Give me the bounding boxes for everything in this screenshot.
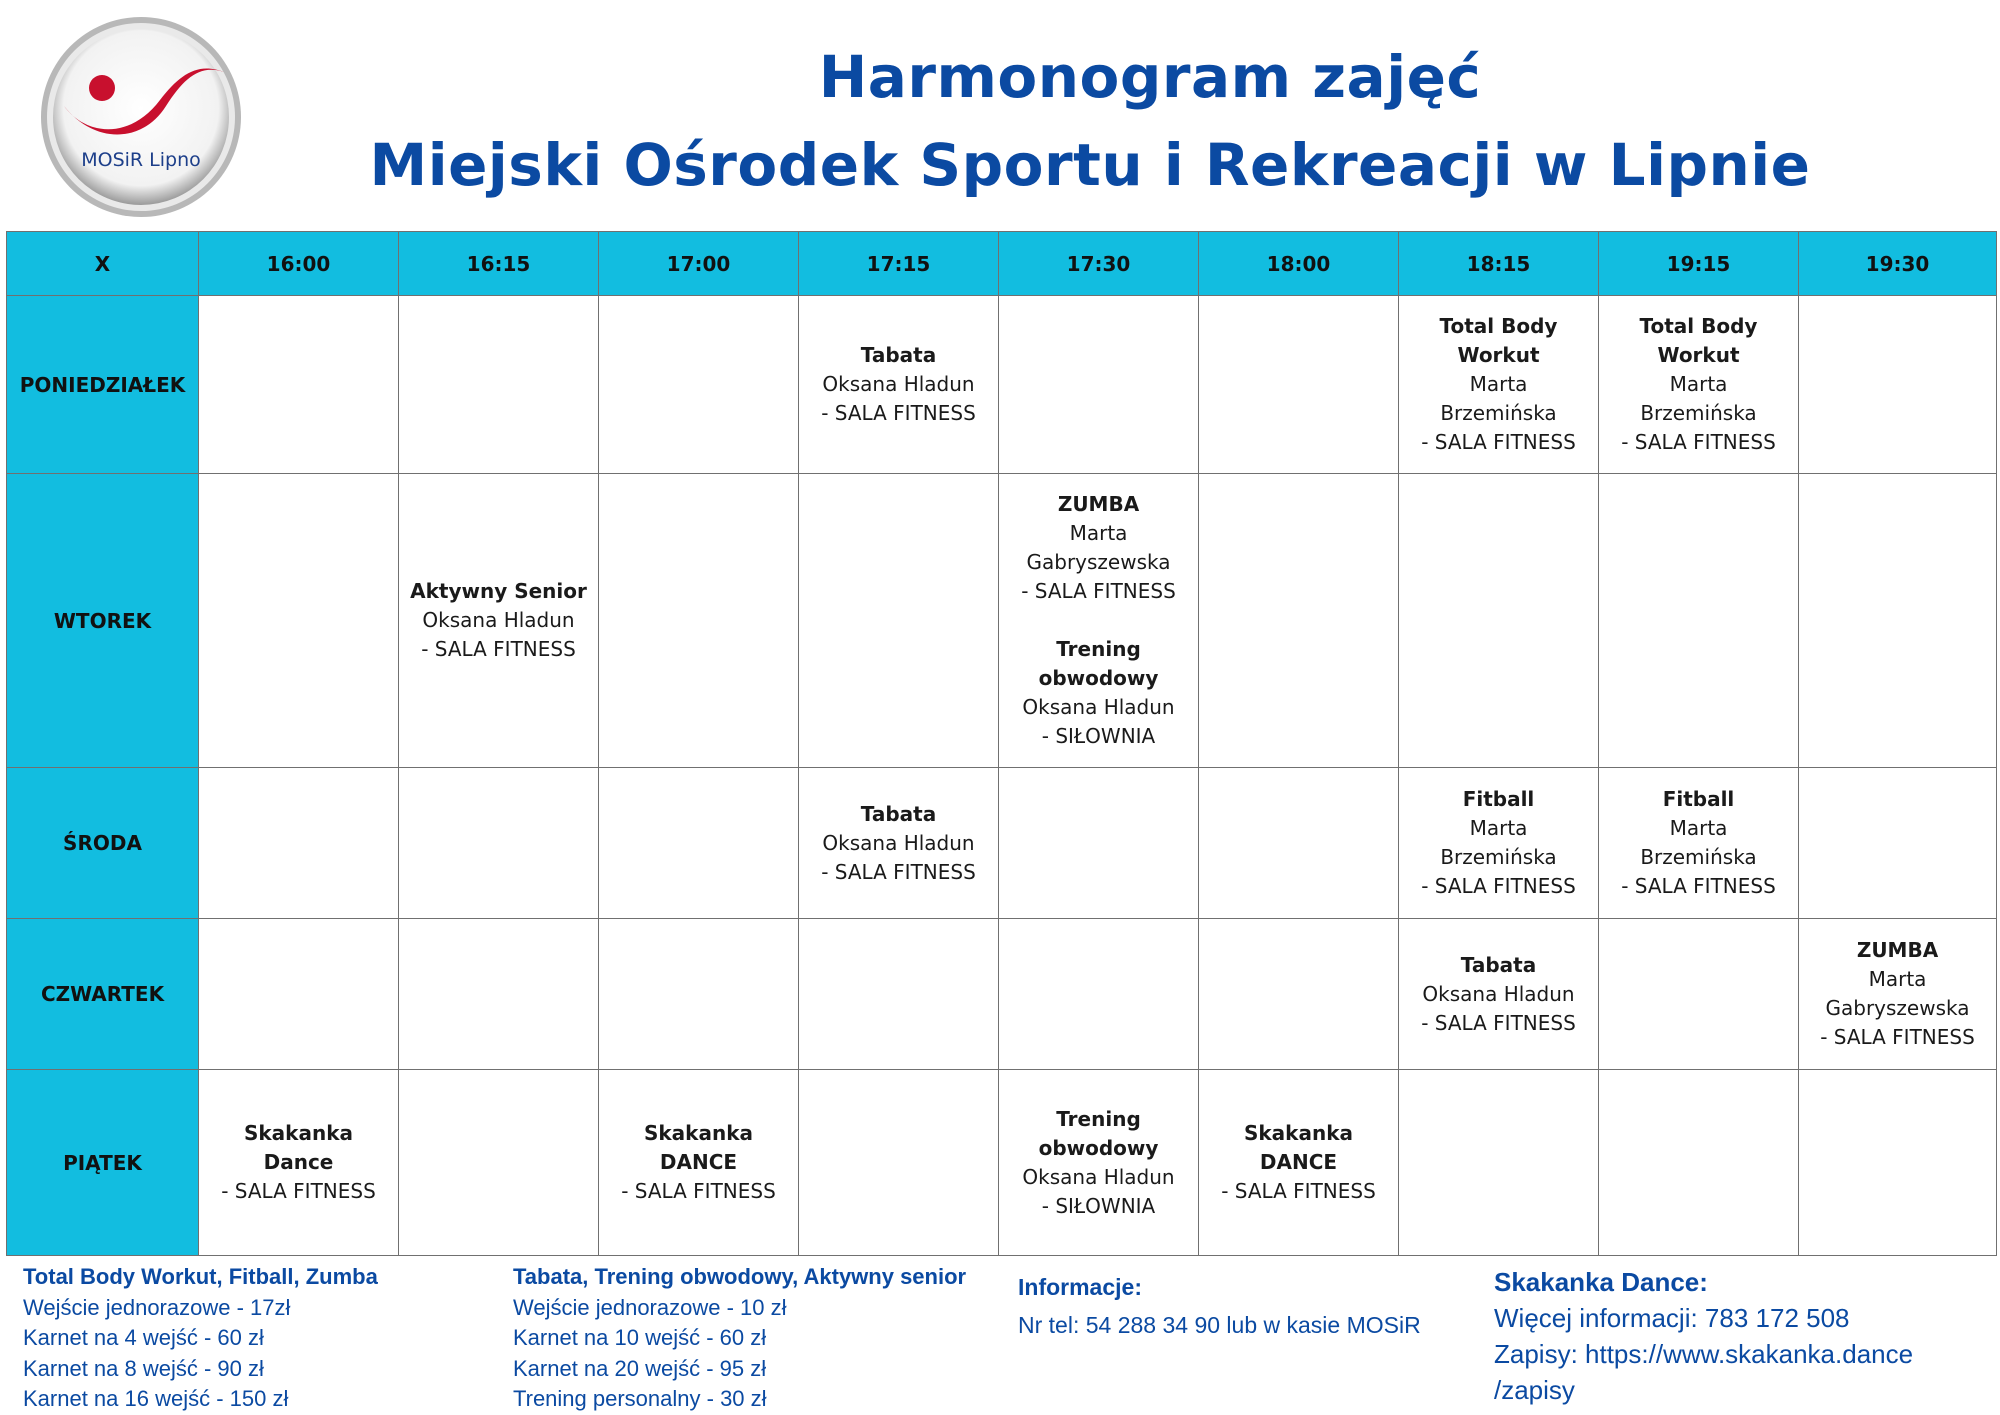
empty-cell <box>1199 474 1399 768</box>
class-name: Fitball <box>1462 787 1535 811</box>
empty-cell <box>599 474 799 768</box>
class-name: Workut <box>1457 343 1540 367</box>
mosir-logo <box>38 14 244 220</box>
schedule-row <box>7 296 1997 474</box>
class-cell <box>199 1070 399 1256</box>
class-name: ZUMBA <box>1057 492 1140 516</box>
time-header: 17:15 <box>799 232 999 296</box>
class-name: DANCE <box>659 1150 738 1174</box>
class-name: ZUMBA <box>1856 938 1939 962</box>
day-label: CZWARTEK <box>7 919 199 1070</box>
class-name: Total Body <box>1639 314 1758 338</box>
skakanka-signup-link[interactable]: Zapisy: https://www.skakanka.dance <box>1494 1339 1914 1369</box>
logo-emblem-icon <box>38 14 244 220</box>
empty-cell <box>999 919 1199 1070</box>
skakanka-heading: Skakanka Dance: <box>1494 1267 1708 1297</box>
empty-cell <box>1399 1070 1599 1256</box>
empty-cell <box>1199 919 1399 1070</box>
class-cell <box>1799 919 1997 1070</box>
contact-heading: Informacje: <box>1018 1274 1142 1300</box>
class-name: Dance <box>263 1150 334 1174</box>
schedule-body <box>7 296 1997 1256</box>
class-detail: - SALA FITNESS <box>1621 874 1776 898</box>
class-detail: - SIŁOWNIA <box>1041 1193 1156 1218</box>
pricing-group-1 <box>23 1262 378 1415</box>
class-name: DANCE <box>1259 1150 1338 1174</box>
class-name: Fitball <box>1662 787 1735 811</box>
title-line-schedule: Harmonogram zajęć <box>818 43 1482 111</box>
class-name: obwodowy <box>1038 666 1159 690</box>
empty-cell <box>1799 768 1997 919</box>
class-detail: - SIŁOWNIA <box>1041 724 1156 748</box>
day-label: WTOREK <box>7 474 199 768</box>
empty-cell <box>1799 1070 1997 1256</box>
class-detail: Marta <box>1069 521 1128 545</box>
empty-cell <box>799 474 999 768</box>
class-detail: - SALA FITNESS <box>821 859 976 884</box>
class-cell <box>1199 1070 1399 1256</box>
class-detail: Brzemińska <box>1640 845 1757 869</box>
class-cell <box>399 474 599 768</box>
class-detail: - SALA FITNESS <box>821 401 976 425</box>
class-name: Trening <box>1056 1106 1141 1131</box>
class-name: Tabata <box>860 343 937 367</box>
pricing-line: Wejście jednorazowe - 17zł <box>23 1294 291 1320</box>
empty-cell <box>1199 296 1399 474</box>
empty-cell <box>1599 474 1799 768</box>
class-name: Workut <box>1657 343 1740 367</box>
empty-cell <box>199 768 399 919</box>
empty-cell <box>1199 768 1399 919</box>
class-detail: Brzemińska <box>1440 401 1557 425</box>
class-detail: - SALA FITNESS <box>1820 1025 1975 1049</box>
contact-phone: Nr tel: 54 288 34 90 lub w kasie MOSiR <box>1018 1312 1421 1338</box>
cell-spacer <box>1003 606 1194 635</box>
class-name: Tabata <box>860 801 937 826</box>
class-detail: Oksana Hladun <box>822 372 975 396</box>
pricing-heading: Tabata, Trening obwodowy, Aktywny senior <box>513 1264 967 1289</box>
class-detail: Gabryszewska <box>1825 996 1970 1020</box>
schedule-row <box>7 919 1997 1070</box>
class-detail: - SALA FITNESS <box>421 637 576 661</box>
class-cell <box>799 768 999 919</box>
skakanka-info <box>1494 1264 1913 1408</box>
class-name: Total Body <box>1439 314 1558 338</box>
time-header: 17:00 <box>599 232 799 296</box>
class-cell <box>1599 768 1799 919</box>
class-cell <box>599 1070 799 1256</box>
class-detail: Brzemińska <box>1440 845 1557 869</box>
class-detail: Oksana Hladun <box>1022 1164 1175 1189</box>
class-detail: Oksana Hladun <box>1422 981 1575 1006</box>
class-detail: - SALA FITNESS <box>221 1179 376 1203</box>
class-detail: Marta <box>1469 816 1528 840</box>
svg-text:MOSiR Lipno: MOSiR Lipno <box>81 149 201 171</box>
schedule-table <box>6 231 1997 1256</box>
class-detail: Marta <box>1669 816 1728 840</box>
class-name: Trening <box>1056 637 1141 661</box>
time-header: 17:30 <box>999 232 1199 296</box>
schedule-row <box>7 474 1997 768</box>
empty-cell <box>199 296 399 474</box>
corner-cell: X <box>7 232 199 296</box>
empty-cell <box>999 768 1199 919</box>
schedule-row <box>7 768 1997 919</box>
empty-cell <box>1799 296 1997 474</box>
empty-cell <box>399 296 599 474</box>
empty-cell <box>799 1070 999 1256</box>
skakanka-signup-link-cont[interactable]: /zapisy <box>1494 1375 1575 1405</box>
class-detail: Gabryszewska <box>1026 550 1171 574</box>
class-cell <box>1399 919 1599 1070</box>
class-cell <box>1399 296 1599 474</box>
time-header-row <box>7 232 1997 296</box>
empty-cell <box>399 768 599 919</box>
pricing-line: Karnet na 4 wejść - 60 zł <box>23 1325 264 1350</box>
schedule-row <box>7 1070 1997 1256</box>
class-detail: - SALA FITNESS <box>1421 1010 1576 1035</box>
title-line-institution: Miejski Ośrodek Sportu i Rekreacji w Lipnie <box>369 131 1811 199</box>
class-name: Skakanka <box>643 1121 754 1145</box>
class-detail: - SALA FITNESS <box>1021 579 1176 603</box>
empty-cell <box>599 919 799 1070</box>
class-detail: Brzemińska <box>1640 401 1757 425</box>
day-label: ŚRODA <box>7 768 199 919</box>
empty-cell <box>1799 474 1997 768</box>
time-header: 16:00 <box>199 232 399 296</box>
schedule-header <box>7 232 1997 296</box>
class-name: Skakanka <box>1243 1121 1354 1145</box>
empty-cell <box>199 919 399 1070</box>
class-cell <box>1599 296 1799 474</box>
time-header: 19:30 <box>1799 232 1997 296</box>
empty-cell <box>999 296 1199 474</box>
pricing-group-2 <box>513 1262 966 1415</box>
empty-cell <box>599 296 799 474</box>
empty-cell <box>399 919 599 1070</box>
class-cell <box>799 296 999 474</box>
skakanka-phone: Więcej informacji: 783 172 508 <box>1494 1303 1850 1333</box>
class-detail: Marta <box>1868 967 1927 991</box>
class-detail: - SALA FITNESS <box>1421 874 1576 898</box>
contact-info <box>1018 1268 1421 1344</box>
class-cell <box>1399 768 1599 919</box>
pricing-line: Karnet na 8 wejść - 90 zł <box>23 1355 264 1381</box>
class-detail: - SALA FITNESS <box>1621 430 1776 454</box>
class-cell <box>999 474 1199 768</box>
time-header: 16:15 <box>399 232 599 296</box>
empty-cell <box>1599 919 1799 1070</box>
page-title <box>300 34 2000 210</box>
class-cell <box>999 1070 1199 1256</box>
time-header: 18:15 <box>1399 232 1599 296</box>
empty-cell <box>1599 1070 1799 1256</box>
day-label: PONIEDZIAŁEK <box>7 296 199 474</box>
empty-cell <box>599 768 799 919</box>
day-label: PIĄTEK <box>7 1070 199 1256</box>
pricing-line: Trening personalny - 30 zł <box>513 1386 767 1411</box>
class-detail: Oksana Hladun <box>1022 695 1175 719</box>
empty-cell <box>399 1070 599 1256</box>
empty-cell <box>199 474 399 768</box>
pricing-heading: Total Body Workut, Fitball, Zumba <box>23 1264 378 1289</box>
class-name: Tabata <box>1460 952 1537 977</box>
class-detail: Marta <box>1469 372 1528 396</box>
pricing-line: Karnet na 16 wejść - 150 zł <box>23 1386 289 1411</box>
time-header: 18:00 <box>1199 232 1399 296</box>
pricing-line: Karnet na 10 wejść - 60 zł <box>513 1325 767 1350</box>
class-detail: - SALA FITNESS <box>621 1179 776 1203</box>
class-detail: Oksana Hladun <box>822 830 975 855</box>
empty-cell <box>799 919 999 1070</box>
class-name: Skakanka <box>243 1121 354 1145</box>
class-name: Aktywny Senior <box>410 579 587 603</box>
empty-cell <box>1399 474 1599 768</box>
pricing-line: Wejście jednorazowe - 10 zł <box>513 1294 787 1320</box>
class-detail: Oksana Hladun <box>422 608 575 632</box>
class-name: obwodowy <box>1038 1135 1159 1160</box>
class-detail: Marta <box>1669 372 1728 396</box>
pricing-line: Karnet na 20 wejść - 95 zł <box>513 1355 767 1381</box>
time-header: 19:15 <box>1599 232 1799 296</box>
class-detail: - SALA FITNESS <box>1421 430 1576 454</box>
class-detail: - SALA FITNESS <box>1221 1179 1376 1203</box>
